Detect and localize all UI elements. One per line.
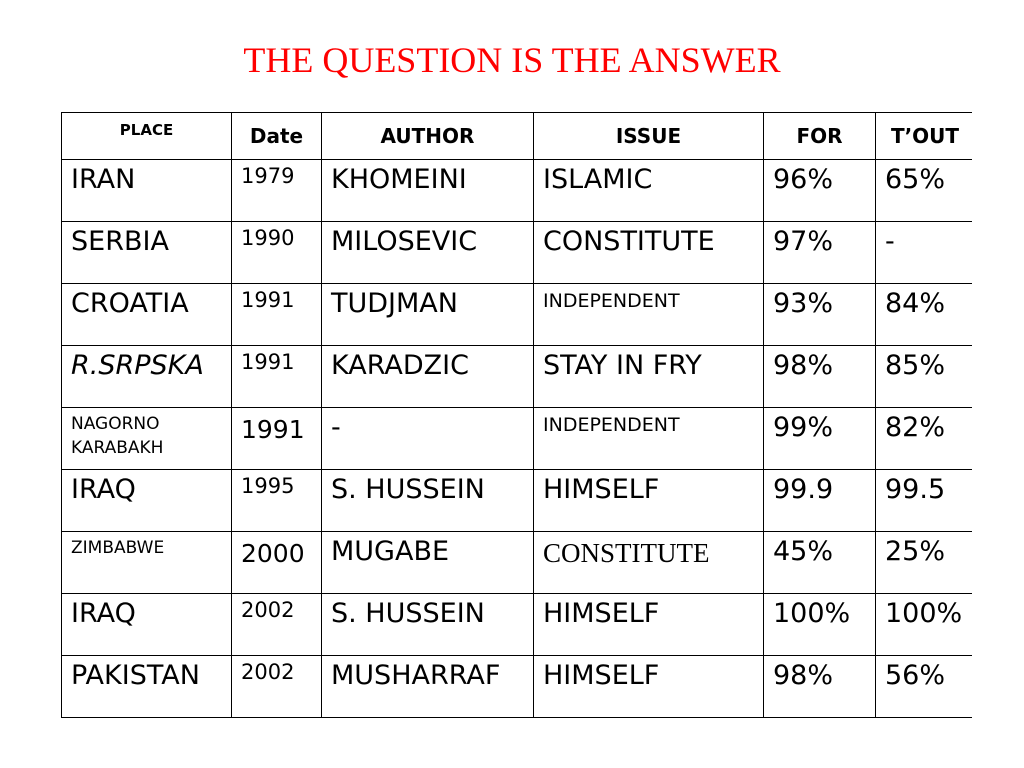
cell-tout: - — [876, 222, 973, 284]
cell-date: 1995 — [232, 470, 322, 532]
header-place: PLACE — [62, 113, 232, 160]
header-issue: ISSUE — [534, 113, 764, 160]
cell-date: 1990 — [232, 222, 322, 284]
cell-author: - — [322, 408, 534, 470]
header-tout: T’OUT — [876, 113, 973, 160]
cell-place: ZIMBABWE — [62, 532, 232, 594]
cell-tout: 99.5 — [876, 470, 973, 532]
table-row — [62, 160, 973, 222]
cell-issue: STAY IN FRY — [534, 346, 764, 408]
referendum-table — [61, 112, 972, 718]
cell-author: S. HUSSEIN — [322, 594, 534, 656]
cell-author: MUGABE — [322, 532, 534, 594]
cell-issue: CONSTITUTE — [534, 222, 764, 284]
cell-place: NAGORNO KARABAKH — [62, 408, 232, 470]
cell-date: 2000 — [232, 532, 322, 594]
cell-date: 1991 — [232, 408, 322, 470]
cell-issue: HIMSELF — [534, 656, 764, 718]
cell-date: 1991 — [232, 346, 322, 408]
cell-for: 96% — [764, 160, 876, 222]
cell-author: MILOSEVIC — [322, 222, 534, 284]
cell-for: 93% — [764, 284, 876, 346]
cell-place: PAKISTAN — [62, 656, 232, 718]
header-date: Date — [232, 113, 322, 160]
cell-place: IRAQ — [62, 470, 232, 532]
cell-issue: HIMSELF — [534, 594, 764, 656]
table-row — [62, 532, 973, 594]
cell-date: 1991 — [232, 284, 322, 346]
table-row — [62, 284, 973, 346]
cell-issue: HIMSELF — [534, 470, 764, 532]
cell-author: TUDJMAN — [322, 284, 534, 346]
cell-issue: INDEPENDENT — [534, 408, 764, 470]
cell-for: 97% — [764, 222, 876, 284]
cell-tout: 85% — [876, 346, 973, 408]
cell-for: 100% — [764, 594, 876, 656]
cell-author: MUSHARRAF — [322, 656, 534, 718]
cell-for: 99.9 — [764, 470, 876, 532]
cell-place: CROATIA — [62, 284, 232, 346]
cell-for: 99% — [764, 408, 876, 470]
header-for: FOR — [764, 113, 876, 160]
cell-tout: 82% — [876, 408, 973, 470]
cell-issue: ISLAMIC — [534, 160, 764, 222]
table-container — [61, 112, 972, 718]
cell-author: S. HUSSEIN — [322, 470, 534, 532]
table-row — [62, 222, 973, 284]
cell-date: 2002 — [232, 656, 322, 718]
table-row — [62, 470, 973, 532]
cell-tout: 56% — [876, 656, 973, 718]
cell-place: IRAQ — [62, 594, 232, 656]
header-row — [62, 113, 973, 160]
table-row — [62, 408, 973, 470]
page-title: THE QUESTION IS THE ANSWER — [243, 40, 781, 80]
cell-issue: INDEPENDENT — [534, 284, 764, 346]
table-row — [62, 594, 973, 656]
cell-for: 98% — [764, 346, 876, 408]
cell-author: KARADZIC — [322, 346, 534, 408]
cell-tout: 100% — [876, 594, 973, 656]
cell-for: 98% — [764, 656, 876, 718]
cell-for: 45% — [764, 532, 876, 594]
cell-place: IRAN — [62, 160, 232, 222]
cell-place: SERBIA — [62, 222, 232, 284]
table-row — [62, 346, 973, 408]
cell-tout: 84% — [876, 284, 973, 346]
cell-author: KHOMEINI — [322, 160, 534, 222]
table-row — [62, 656, 973, 718]
cell-tout: 25% — [876, 532, 973, 594]
cell-issue: CONSTITUTE — [534, 532, 764, 594]
cell-date: 2002 — [232, 594, 322, 656]
cell-date: 1979 — [232, 160, 322, 222]
cell-place: R.SRPSKA — [62, 346, 232, 408]
cell-tout: 65% — [876, 160, 973, 222]
header-author: AUTHOR — [322, 113, 534, 160]
